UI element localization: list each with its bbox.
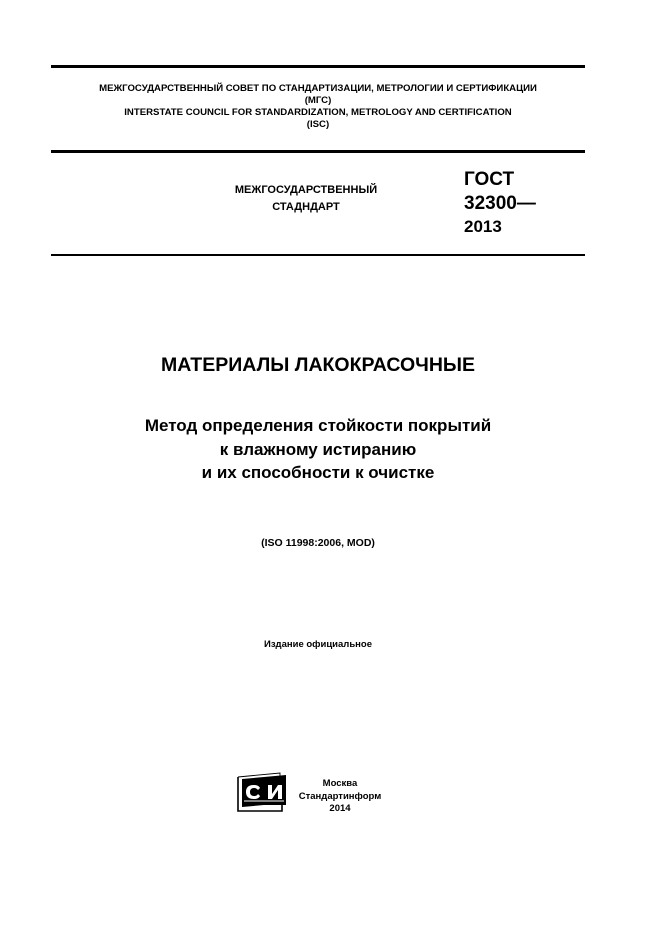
gost-designation (464, 168, 536, 238)
standard-type-line2: СТАДНДАРТ (272, 201, 340, 213)
bottom-rule (51, 254, 585, 256)
council-abbr-ru: (МГС) (304, 95, 332, 106)
subtitle-line1: Метод определения стойкости покрытий (144, 416, 492, 435)
standartinform-logo-icon (234, 771, 290, 815)
middle-rule (51, 150, 585, 153)
subtitle-line2: к влажному истиранию (219, 439, 417, 459)
council-header (51, 83, 585, 131)
gost-year: 2013 (464, 217, 502, 236)
gost-label: ГОСТ (464, 169, 515, 190)
imprint-city: Москва (322, 778, 358, 789)
iso-reference: (ISO 11998:2006, MOD) (261, 537, 375, 549)
gost-number: 32300— (464, 193, 536, 214)
standard-type-line1: МЕЖГОСУДАРСТВЕННЫЙ (234, 184, 378, 196)
document-title: МАТЕРИАЛЫ ЛАКОКРАСОЧНЫЕ (160, 354, 476, 376)
imprint-publisher: Стандартинформ (298, 790, 382, 802)
council-abbr-en: (ISC) (306, 119, 330, 130)
edition-note: Издание официальное (264, 639, 372, 650)
council-name-ru: МЕЖГОСУДАРСТВЕННЫЙ СОВЕТ ПО СТАНДАРТИЗАЦИИ, МЕТРОЛОГИИ И СЕРТИФИКАЦИИ (99, 83, 537, 94)
subtitle-line3: и их способности к очистке (201, 463, 435, 482)
top-rule (51, 65, 585, 68)
standard-type (206, 182, 406, 216)
imprint-year: 2014 (329, 803, 351, 814)
council-name-en: INTERSTATE COUNCIL FOR STANDARDIZATION, METROLOGY AND CERTIFICATION (124, 107, 512, 118)
publisher-imprint (296, 778, 384, 816)
document-subtitle (51, 414, 585, 485)
